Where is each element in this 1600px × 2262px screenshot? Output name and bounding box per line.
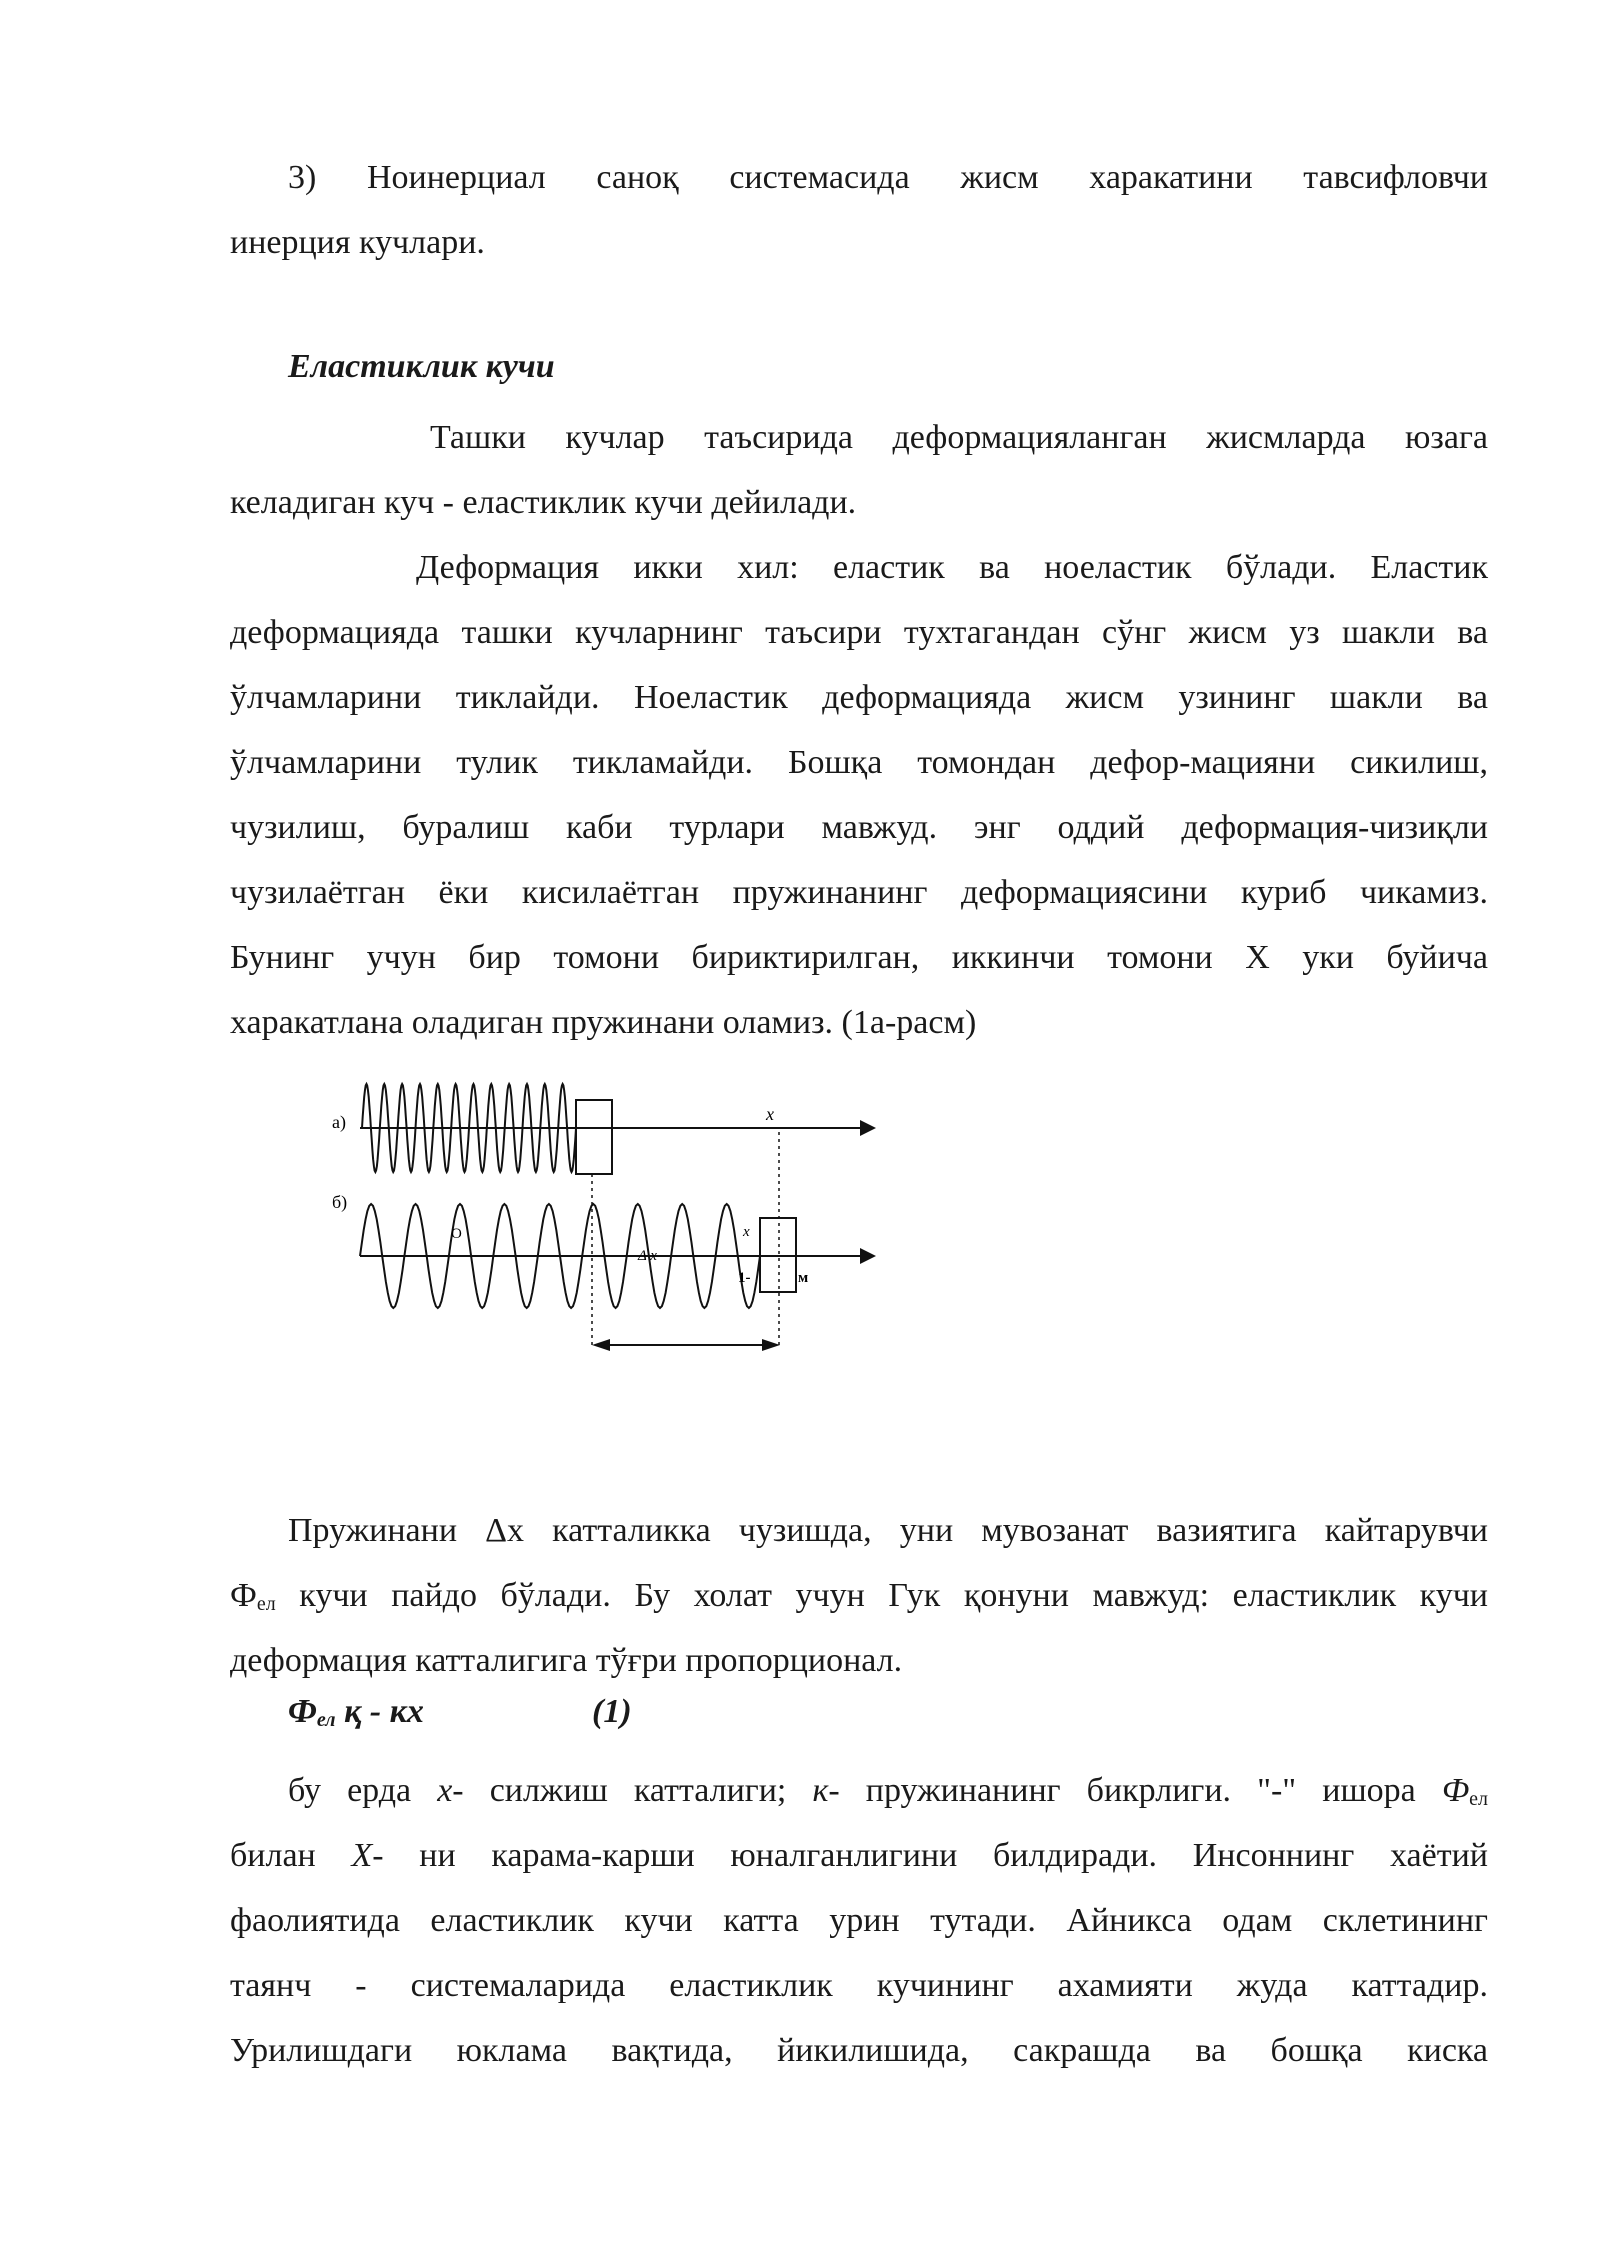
text-line: Урилишдаги юклама вақтида, йикилишида, сакрашда ва бошқа киска bbox=[230, 2032, 1488, 2069]
spring-diagram bbox=[320, 1060, 880, 1370]
text-line: Бунинг учун бир томони бириктирилган, иккинчи томони Х уки буйича bbox=[230, 939, 1488, 976]
text-line: харакатлана оладиган пружинани оламиз. (1а-расм) bbox=[230, 1004, 977, 1041]
var-k: к- bbox=[812, 1772, 840, 1809]
label-m: м bbox=[798, 1270, 809, 1286]
text-line bbox=[230, 1823, 1488, 1888]
text-segment: пружинанинг бикрлиги. "-" ишора bbox=[839, 1772, 1442, 1809]
text-line: 3) Ноинерциал саноқ системасида жисм харакатини тавсифловчи bbox=[288, 159, 1488, 196]
hooke-formula bbox=[288, 1693, 424, 1732]
text-line: деформация катталигига тўғри пропорционал. bbox=[230, 1642, 903, 1679]
text-line: деформацияда ташки кучларнинг таъсири тухтагандан сўнг жисм уз шакли ва bbox=[230, 614, 1488, 651]
paragraph-explanation bbox=[230, 1758, 1488, 2083]
section-heading: Еластиклик кучи bbox=[288, 348, 555, 385]
arrow-top bbox=[860, 1120, 876, 1136]
arrow-left-head bbox=[592, 1339, 610, 1351]
text-line: Ташки кучлар таъсирида деформацияланган жисмларда юзага bbox=[430, 419, 1488, 456]
arrow-right-head bbox=[762, 1339, 780, 1351]
paragraph-definition bbox=[230, 405, 1488, 535]
label-b: б) bbox=[332, 1192, 348, 1212]
var-X: Х- bbox=[351, 1837, 384, 1874]
text-line: келадиган куч - еластиклик кучи дейилади. bbox=[230, 484, 857, 521]
arrow-bottom bbox=[860, 1248, 876, 1264]
paragraph-deformation bbox=[230, 535, 1488, 1055]
text-segment: билан bbox=[230, 1837, 352, 1874]
text-segment: ни карама-карши юналганлигини билдиради. Инсоннинг хаётий bbox=[383, 1837, 1488, 1874]
var-x: х- bbox=[437, 1772, 464, 1809]
text-line: чузилиш, буралиш каби турлари мавжуд. энг оддий деформация-чизиқли bbox=[230, 809, 1488, 846]
text-segment: силжиш катталиги; bbox=[463, 1772, 813, 1809]
label-1: 1- bbox=[738, 1270, 751, 1286]
symbol-sub: ел bbox=[256, 1593, 276, 1615]
var-f-sub: ел bbox=[1469, 1788, 1489, 1810]
text-line: инерция кучлари. bbox=[230, 224, 485, 261]
formula-symbol: Ф bbox=[288, 1693, 317, 1730]
label-origin: О bbox=[451, 1226, 462, 1242]
formula-body: қ - кх bbox=[335, 1693, 424, 1730]
label-delta-x: Δ х bbox=[638, 1248, 657, 1264]
formula-sub: ел bbox=[316, 1709, 336, 1731]
text-line: таянч - системаларида еластиклик кучининг ахамияти жуда каттадир. bbox=[230, 1967, 1488, 2004]
var-f: Ф bbox=[1441, 1772, 1470, 1809]
paragraph-hooke bbox=[230, 1498, 1488, 1693]
block-top bbox=[576, 1100, 612, 1174]
text-line bbox=[230, 1563, 1488, 1628]
text-line: ўлчамларини тулик тикламайди. Бошқа томондан дефор-мацияни сикилиш, bbox=[230, 744, 1488, 781]
symbol-f: Ф bbox=[230, 1577, 257, 1614]
label-x-bottom: х bbox=[743, 1224, 750, 1240]
label-a: а) bbox=[332, 1112, 346, 1132]
text-line bbox=[230, 1758, 1488, 1823]
text-line: чузилаётган ёки кисилаётган пружинанинг деформациясини куриб чикамиз. bbox=[230, 874, 1488, 911]
paragraph-inertia bbox=[230, 145, 1488, 275]
text-segment: бу ерда bbox=[288, 1772, 438, 1809]
label-x-top: х bbox=[766, 1104, 774, 1124]
text-line: фаолиятида еластиклик кучи катта урин тутади. Айникса одам склетининг bbox=[230, 1902, 1488, 1939]
formula-number: (1) bbox=[592, 1693, 632, 1730]
text-line: Деформация икки хил: еластик ва ноеластик бўлади. Еластик bbox=[416, 549, 1488, 586]
text-segment: кучи пайдо бўлади. Бу холат учун Гук қонуни мавжуд: еластиклик кучи bbox=[275, 1577, 1488, 1614]
text-line: ўлчамларини тиклайди. Ноеластик деформацияда жисм узининг шакли ва bbox=[230, 679, 1488, 716]
text-line: Пружинани Δх катталикка чузишда, уни мувозанат вазиятига кайтарувчи bbox=[288, 1512, 1488, 1549]
